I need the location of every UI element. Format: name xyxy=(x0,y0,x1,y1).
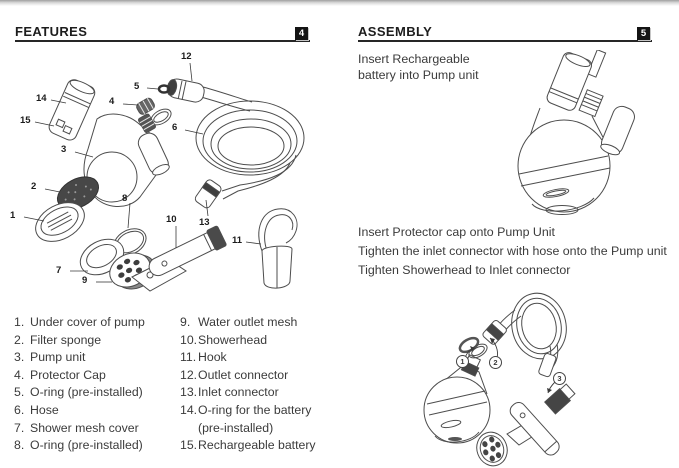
part-number: 5. xyxy=(14,385,25,400)
diagram-label-7: 7 xyxy=(56,265,62,276)
diagram-label-11: 11 xyxy=(232,235,243,246)
assembly-callout-2: 2 xyxy=(489,356,502,369)
assembly-page-badge: 5 xyxy=(637,27,650,40)
list-item xyxy=(180,349,332,367)
diagram-label-12: 12 xyxy=(181,51,192,62)
diagram-label-15: 15 xyxy=(20,115,31,126)
features-header xyxy=(15,24,310,42)
part-label: Hook xyxy=(198,350,227,365)
part-label: O-ring (pre-installed) xyxy=(30,385,143,400)
list-item xyxy=(14,402,174,420)
assembly-step-2-line: Tighten Showerhead to Inlet connector xyxy=(358,262,571,277)
assembly-header xyxy=(358,24,652,42)
assembly-step-2-line: Tighten the inlet connector with hose onto the Pump unit xyxy=(358,243,667,258)
part-number: 15. xyxy=(180,438,198,453)
diagram-label-14: 14 xyxy=(36,93,47,104)
exploded-diagram-drawing xyxy=(0,45,340,310)
part-number: 13. xyxy=(180,385,198,400)
part-label: Pump unit xyxy=(30,350,86,365)
part-number: 6. xyxy=(14,402,25,417)
page-top-edge xyxy=(0,0,679,6)
pump-figure-drawing xyxy=(488,50,663,220)
list-item xyxy=(180,367,332,385)
diagram-label-5: 5 xyxy=(134,81,140,92)
assembly-step-1-line: Insert Rechargeable xyxy=(358,52,470,66)
part-label: Shower mesh cover xyxy=(30,420,139,435)
part-label: Water outlet mesh xyxy=(198,315,298,329)
list-item xyxy=(180,437,332,455)
parts-list-column-1 xyxy=(14,314,174,455)
list-item xyxy=(180,314,332,332)
list-item xyxy=(14,332,174,350)
list-item xyxy=(180,332,332,350)
assembly-step-1-text xyxy=(358,51,479,83)
part-number: 11. xyxy=(180,350,197,365)
list-item xyxy=(14,349,174,367)
part-label: Inlet connector xyxy=(198,385,279,400)
part-number: 1. xyxy=(14,315,25,329)
part-number: 4. xyxy=(14,367,25,382)
part-number: 3. xyxy=(14,350,25,365)
part-label: Filter sponge xyxy=(30,332,102,347)
list-item xyxy=(14,367,174,385)
part-label: Protector Cap xyxy=(30,367,106,382)
list-item xyxy=(180,402,332,437)
part-label: O-ring (pre-installed) xyxy=(30,438,143,453)
part-number: 14. xyxy=(180,402,198,417)
assembly-step-2-line: Insert Protector cap onto Pump Unit xyxy=(358,225,555,239)
features-title: FEATURES xyxy=(15,24,88,39)
diagram-label-6: 6 xyxy=(172,122,178,133)
list-item xyxy=(14,437,174,455)
part-number: 9. xyxy=(180,315,191,329)
part-label: Showerhead xyxy=(198,332,268,347)
diagram-label-1: 1 xyxy=(10,210,16,221)
part-number: 7. xyxy=(14,420,25,435)
part-label: Outlet connector xyxy=(198,367,289,382)
assembly-callout-3: 3 xyxy=(553,372,566,385)
list-item xyxy=(180,384,332,402)
diagram-label-13: 13 xyxy=(199,217,210,228)
assembly-title: ASSEMBLY xyxy=(358,24,433,39)
part-label: Hose xyxy=(30,402,59,417)
diagram-label-8: 8 xyxy=(122,193,128,204)
part-label: Rechargeable battery xyxy=(198,438,316,453)
part-label: Under cover of pump xyxy=(30,315,145,329)
part-number: 8. xyxy=(14,438,25,453)
part-number: 2. xyxy=(14,332,25,347)
part-number: 12. xyxy=(180,367,198,382)
part-label: O-ring for the battery (pre-installed) xyxy=(198,402,312,435)
assembly-step-2-text xyxy=(358,223,667,279)
diagram-label-10: 10 xyxy=(166,214,177,225)
features-exploded-diagram xyxy=(0,45,340,310)
diagram-label-4: 4 xyxy=(109,96,115,107)
list-item xyxy=(14,420,174,438)
diagram-label-3: 3 xyxy=(61,144,67,155)
parts-list-column-2 xyxy=(180,314,332,455)
diagram-label-2: 2 xyxy=(31,181,37,192)
assembly-pump-figure xyxy=(488,50,663,220)
diagram-label-9: 9 xyxy=(82,275,88,286)
assembly-step-1-line: battery into Pump unit xyxy=(358,68,479,82)
assembly-connection-figure xyxy=(379,288,679,468)
list-item xyxy=(14,384,174,402)
connection-figure-drawing xyxy=(379,288,679,468)
features-page-badge: 4 xyxy=(295,27,308,40)
list-item xyxy=(14,314,174,332)
assembly-callout-1: 1 xyxy=(456,355,469,368)
part-number: 10. xyxy=(180,332,198,347)
